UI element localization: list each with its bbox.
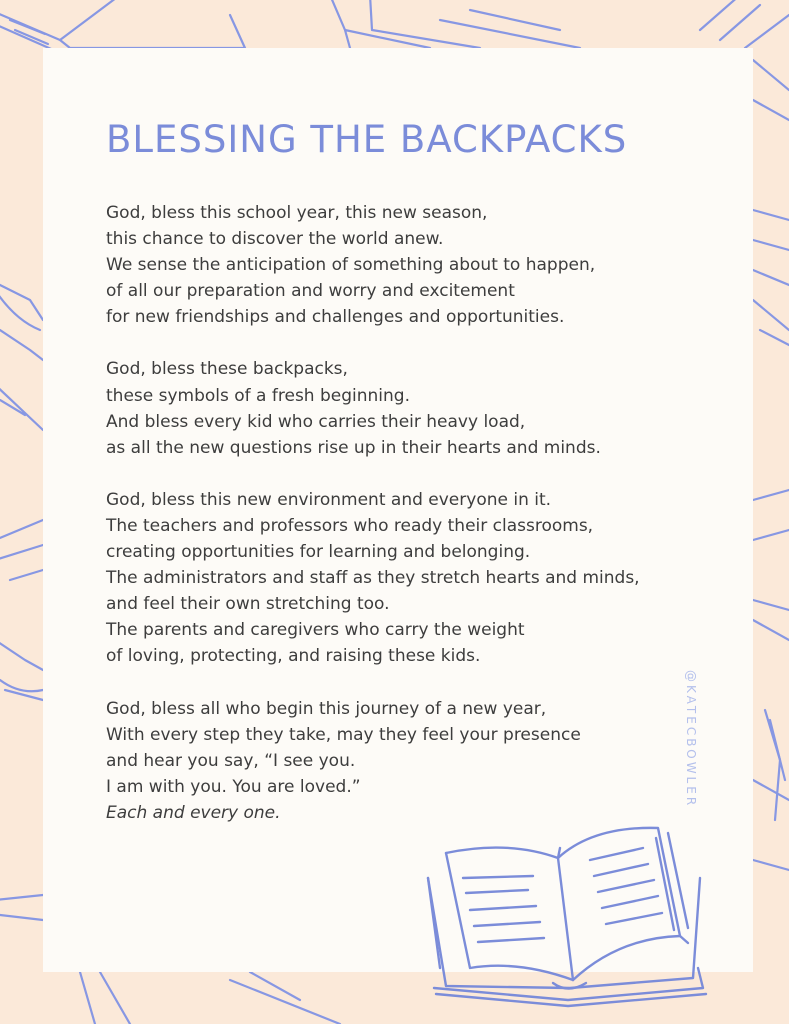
- poem-closing-line: Each and every one.: [106, 802, 281, 823]
- book-right-low-icon: [753, 490, 789, 640]
- poem-line: of all our preparation and worry and excitement: [106, 281, 515, 302]
- book-left-mid-icon: [0, 280, 43, 430]
- book-left-low-icon: [0, 520, 43, 700]
- book-right-mid-icon: [753, 210, 789, 345]
- author-handle: @KATECBOWLER: [684, 670, 698, 809]
- stanza-2: [106, 356, 686, 460]
- poem-line: The teachers and professors who ready their classrooms,: [106, 515, 594, 536]
- poem-line: God, bless this new environment and everyone in it.: [106, 489, 552, 510]
- book-bottom-icon: [80, 972, 340, 1024]
- poem-line: this chance to discover the world anew.: [106, 229, 444, 250]
- book-top-center-icon: [330, 0, 580, 48]
- book-right-bottom-icon: [753, 710, 789, 870]
- page-title: BLESSING THE BACKPACKS: [106, 118, 628, 161]
- poem-line: The administrators and staff as they stretch hearts and minds,: [106, 568, 640, 589]
- poem-line: and feel their own stretching too.: [106, 594, 390, 615]
- poem-line: as all the new questions rise up in their hearts and minds.: [106, 437, 601, 458]
- poem-line: And bless every kid who carries their heavy load,: [106, 411, 526, 432]
- poem-line: God, bless all who begin this journey of a new year,: [106, 698, 547, 719]
- poem-line: The parents and caregivers who carry the weight: [106, 620, 525, 641]
- poem-line: We sense the anticipation of something about to happen,: [106, 255, 596, 276]
- poem-line: God, bless this school year, this new season,: [106, 203, 488, 223]
- book-illustration-icon: [418, 818, 718, 1008]
- stanza-3: [106, 487, 686, 670]
- stanza-1: [106, 200, 686, 330]
- poem-line: these symbols of a fresh beginning.: [106, 385, 410, 406]
- poem-line: God, bless these backpacks,: [106, 359, 348, 380]
- poem-line: of loving, protecting, and raising these kids.: [106, 646, 481, 667]
- poem-line: and hear you say, “I see you.: [106, 750, 356, 771]
- poem-body: [106, 200, 686, 852]
- poem-line: I am with you. You are loved.”: [106, 776, 361, 797]
- poem-line: creating opportunities for learning and belonging.: [106, 542, 531, 563]
- poem-line: for new friendships and challenges and opportunities.: [106, 307, 565, 328]
- book-left-bottom-icon: [0, 895, 43, 920]
- stanza-4: [106, 696, 686, 826]
- poem-line: With every step they take, may they feel your presence: [106, 724, 581, 745]
